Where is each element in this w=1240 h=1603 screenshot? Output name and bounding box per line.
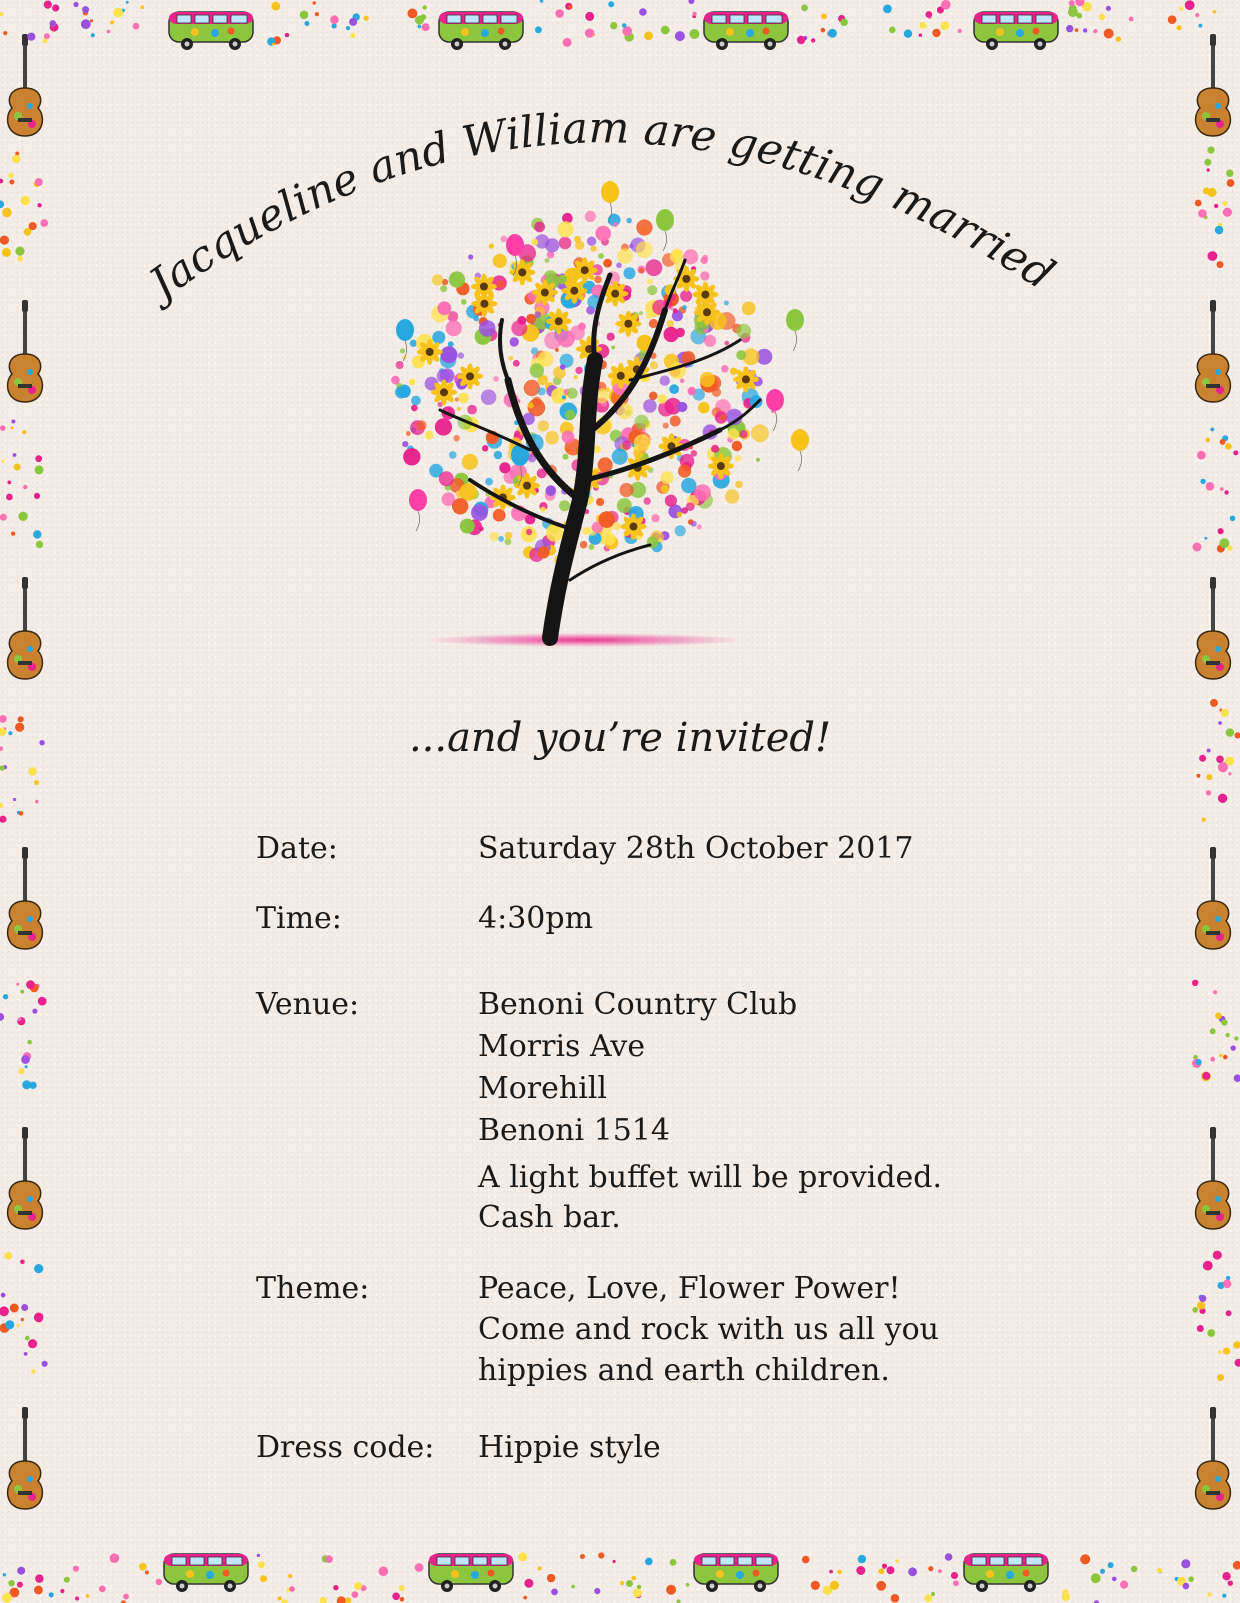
blossom	[513, 360, 520, 367]
blossom	[490, 532, 499, 541]
blossom	[468, 254, 473, 259]
venue-line: Morris Ave	[478, 1029, 646, 1064]
blossom	[460, 519, 475, 534]
blossom	[439, 471, 454, 486]
balloon	[409, 489, 427, 531]
blossom	[562, 395, 566, 399]
catering-line: A light buffet will be provided.	[478, 1160, 943, 1195]
blossom	[411, 396, 421, 406]
blossom	[647, 279, 653, 285]
sunflower	[733, 366, 759, 392]
blossom	[461, 299, 467, 305]
blossom	[691, 450, 698, 457]
balloon	[396, 319, 414, 361]
blossom	[585, 211, 596, 222]
blossom	[403, 448, 420, 465]
blossom	[677, 512, 683, 518]
theme-line: hippies and earth children.	[478, 1353, 890, 1388]
detail-row-catering	[256, 1158, 1016, 1238]
blossom	[493, 376, 498, 381]
venue-label: Venue:	[256, 987, 360, 1022]
theme-text	[478, 1268, 1016, 1391]
blossom	[720, 415, 726, 421]
blossom	[559, 500, 570, 511]
blossom	[682, 305, 687, 310]
sunflower	[692, 282, 718, 308]
blossom	[694, 484, 711, 501]
blossom	[538, 420, 549, 431]
blossom	[449, 271, 465, 287]
blossom	[545, 431, 559, 445]
blossom	[546, 485, 557, 496]
tree-ground-shadow	[425, 633, 745, 647]
blossom	[459, 483, 477, 501]
blossom	[455, 398, 459, 402]
blossom	[479, 320, 496, 337]
blossom	[678, 465, 691, 478]
blossom	[619, 483, 633, 497]
blossom	[532, 397, 541, 406]
blossom	[651, 514, 659, 522]
blossom	[604, 533, 616, 545]
blossom	[701, 257, 708, 264]
blossom	[558, 221, 574, 237]
blossom	[675, 525, 686, 536]
detail-row-venue	[256, 984, 1016, 1152]
blossom	[402, 441, 408, 447]
blossom	[711, 445, 719, 453]
blossom	[560, 364, 566, 370]
blossom	[574, 375, 578, 379]
blossom	[629, 244, 634, 249]
blossom	[649, 392, 658, 401]
blossom	[735, 455, 742, 462]
blossom	[545, 258, 550, 263]
blossom	[634, 415, 649, 430]
blossom	[505, 532, 513, 540]
venue-line: Morehill	[478, 1071, 607, 1106]
blossom	[594, 276, 602, 284]
blossom	[567, 388, 578, 399]
blossom	[658, 394, 667, 403]
blossom	[545, 238, 559, 252]
blossom	[698, 402, 710, 414]
blossom	[531, 239, 538, 246]
blossom	[665, 495, 677, 507]
dress-code-value: Hippie style	[478, 1430, 661, 1465]
blossom	[607, 333, 615, 341]
blossom	[730, 368, 737, 375]
blossom	[467, 405, 477, 415]
blossom	[406, 431, 411, 436]
blossom	[595, 226, 611, 242]
blossom	[524, 380, 540, 396]
blossom	[680, 378, 685, 383]
blossom	[622, 441, 631, 450]
event-details	[256, 828, 1016, 1469]
blossom	[489, 243, 494, 248]
blossom	[575, 367, 582, 374]
blossom	[612, 449, 628, 465]
blossom	[410, 340, 417, 347]
blossom	[646, 259, 663, 276]
blossom	[704, 335, 716, 347]
blossom	[681, 478, 696, 493]
blossom	[471, 504, 488, 521]
detail-row-theme	[256, 1268, 1016, 1391]
blossom	[712, 388, 721, 397]
blossom	[514, 430, 520, 436]
blossom	[603, 259, 612, 268]
blossom	[670, 416, 681, 427]
blossom	[587, 237, 596, 246]
blossom	[647, 285, 657, 295]
time-value: 4:30pm	[478, 901, 594, 936]
sunflower	[417, 339, 443, 365]
blossom	[636, 241, 653, 258]
blossom	[449, 451, 457, 459]
balloon	[786, 309, 804, 351]
blossom	[396, 361, 404, 369]
blossom	[691, 521, 697, 527]
blossom	[677, 402, 687, 412]
blossom	[526, 529, 532, 535]
blossom	[643, 399, 657, 413]
blossom	[538, 351, 554, 367]
blossom	[511, 320, 527, 336]
blossom	[663, 423, 669, 429]
sunflower	[471, 291, 497, 317]
theme-line: Peace, Love, Flower Power!	[478, 1271, 901, 1306]
blossom	[416, 420, 426, 430]
blossom	[751, 424, 769, 442]
sunflower	[509, 259, 535, 285]
sunflower	[620, 514, 646, 540]
blossom	[700, 271, 709, 280]
blossom	[452, 498, 468, 514]
blossom	[411, 405, 418, 412]
blossom	[453, 435, 459, 441]
blossom	[457, 407, 461, 411]
blossom	[458, 393, 469, 404]
blossom	[613, 222, 618, 227]
blossom	[732, 441, 742, 451]
blossom	[559, 237, 572, 250]
blossom	[493, 254, 507, 268]
blossom	[626, 218, 632, 224]
blossom	[508, 356, 513, 361]
balloon	[656, 209, 674, 251]
blossom	[534, 222, 545, 233]
blossom	[534, 311, 541, 318]
blossom	[728, 428, 739, 439]
blossom	[537, 546, 549, 558]
blossom	[616, 262, 622, 268]
venue-address	[478, 984, 1016, 1152]
blossom	[425, 431, 434, 440]
blossom	[704, 329, 708, 333]
catering-notes	[478, 1158, 1016, 1238]
blossom	[735, 481, 742, 488]
blossom	[501, 236, 508, 243]
detail-row-dress-code	[256, 1427, 1016, 1469]
blossom	[681, 507, 688, 514]
date-value: Saturday 28th October 2017	[478, 831, 914, 866]
blossom	[565, 410, 575, 420]
theme-label: Theme:	[256, 1271, 370, 1306]
blossom	[482, 445, 488, 451]
blossom	[650, 361, 658, 369]
blossom	[736, 350, 746, 360]
blossom	[432, 274, 443, 285]
blossom	[634, 434, 651, 451]
detail-row-date	[256, 828, 1016, 870]
blossom	[400, 348, 405, 353]
blossom	[617, 248, 633, 264]
blossom	[667, 320, 674, 327]
blossom	[446, 320, 462, 336]
blossom	[639, 311, 643, 315]
blossom	[661, 485, 669, 493]
blossom	[660, 376, 670, 386]
invite-line: ...and you’re invited!	[408, 715, 832, 761]
blossom	[736, 324, 751, 339]
blossom	[440, 346, 457, 363]
blossom	[493, 509, 506, 522]
blossom	[395, 386, 407, 398]
sunflower	[431, 379, 457, 405]
blossom	[481, 389, 497, 405]
blossom	[498, 536, 504, 542]
blossom	[497, 280, 505, 288]
blossom	[591, 246, 597, 252]
blossom	[697, 524, 702, 529]
blossom	[742, 302, 756, 316]
blossom	[636, 219, 652, 235]
blossom	[596, 498, 604, 506]
detail-row-time	[256, 898, 1016, 940]
time-label: Time:	[256, 901, 342, 936]
blossom	[724, 301, 729, 306]
sunflower	[708, 453, 734, 479]
blossom	[644, 497, 651, 504]
blossom	[462, 454, 478, 470]
blossom	[538, 388, 546, 396]
sunflower	[532, 280, 558, 306]
flower-tree-illustration	[380, 180, 850, 670]
blossom	[598, 253, 604, 259]
blossom	[540, 507, 546, 513]
sunflower	[572, 257, 598, 283]
blossom	[740, 430, 748, 438]
blossom	[700, 372, 715, 387]
blossom	[664, 327, 679, 342]
blossom	[432, 331, 445, 344]
sunflower	[457, 363, 483, 389]
blossom	[721, 365, 729, 373]
theme-line: Come and rock with us all you	[478, 1312, 940, 1347]
headline-textpath: Jacqueline and William are getting married	[140, 103, 1063, 310]
blossom	[661, 471, 674, 484]
blossom	[563, 454, 569, 460]
dress-code-label: Dress code:	[256, 1430, 435, 1465]
blossom	[458, 352, 464, 358]
blossom	[391, 376, 400, 385]
blossom	[598, 457, 613, 472]
blossom	[725, 489, 739, 503]
blossom	[510, 337, 519, 346]
venue-line: Benoni 1514	[478, 1113, 670, 1148]
blossom	[440, 285, 447, 292]
blossom	[435, 418, 452, 435]
blossom	[575, 241, 584, 250]
blossom	[485, 478, 493, 486]
blossom	[589, 544, 595, 550]
sunflower	[546, 308, 572, 334]
blossom	[673, 308, 678, 313]
blossom	[409, 379, 415, 385]
blossom	[688, 387, 696, 395]
blossom	[639, 268, 644, 273]
blossom	[724, 341, 729, 346]
blossom	[437, 301, 451, 315]
blossom	[670, 250, 683, 263]
balloon	[766, 389, 784, 431]
blossom	[494, 451, 502, 459]
blossom	[562, 431, 575, 444]
venue-line: Benoni Country Club	[478, 987, 798, 1022]
blossom	[499, 462, 510, 473]
balloon	[791, 429, 809, 471]
blossom	[756, 458, 760, 462]
sunflower	[615, 311, 641, 337]
date-label: Date:	[256, 831, 338, 866]
blossom	[669, 384, 679, 394]
blossom	[612, 522, 620, 530]
blossom	[624, 267, 636, 279]
catering-line: Cash bar.	[478, 1200, 621, 1235]
catering-label-spacer	[256, 1158, 478, 1238]
blossom	[580, 541, 588, 549]
blossom	[611, 346, 615, 350]
